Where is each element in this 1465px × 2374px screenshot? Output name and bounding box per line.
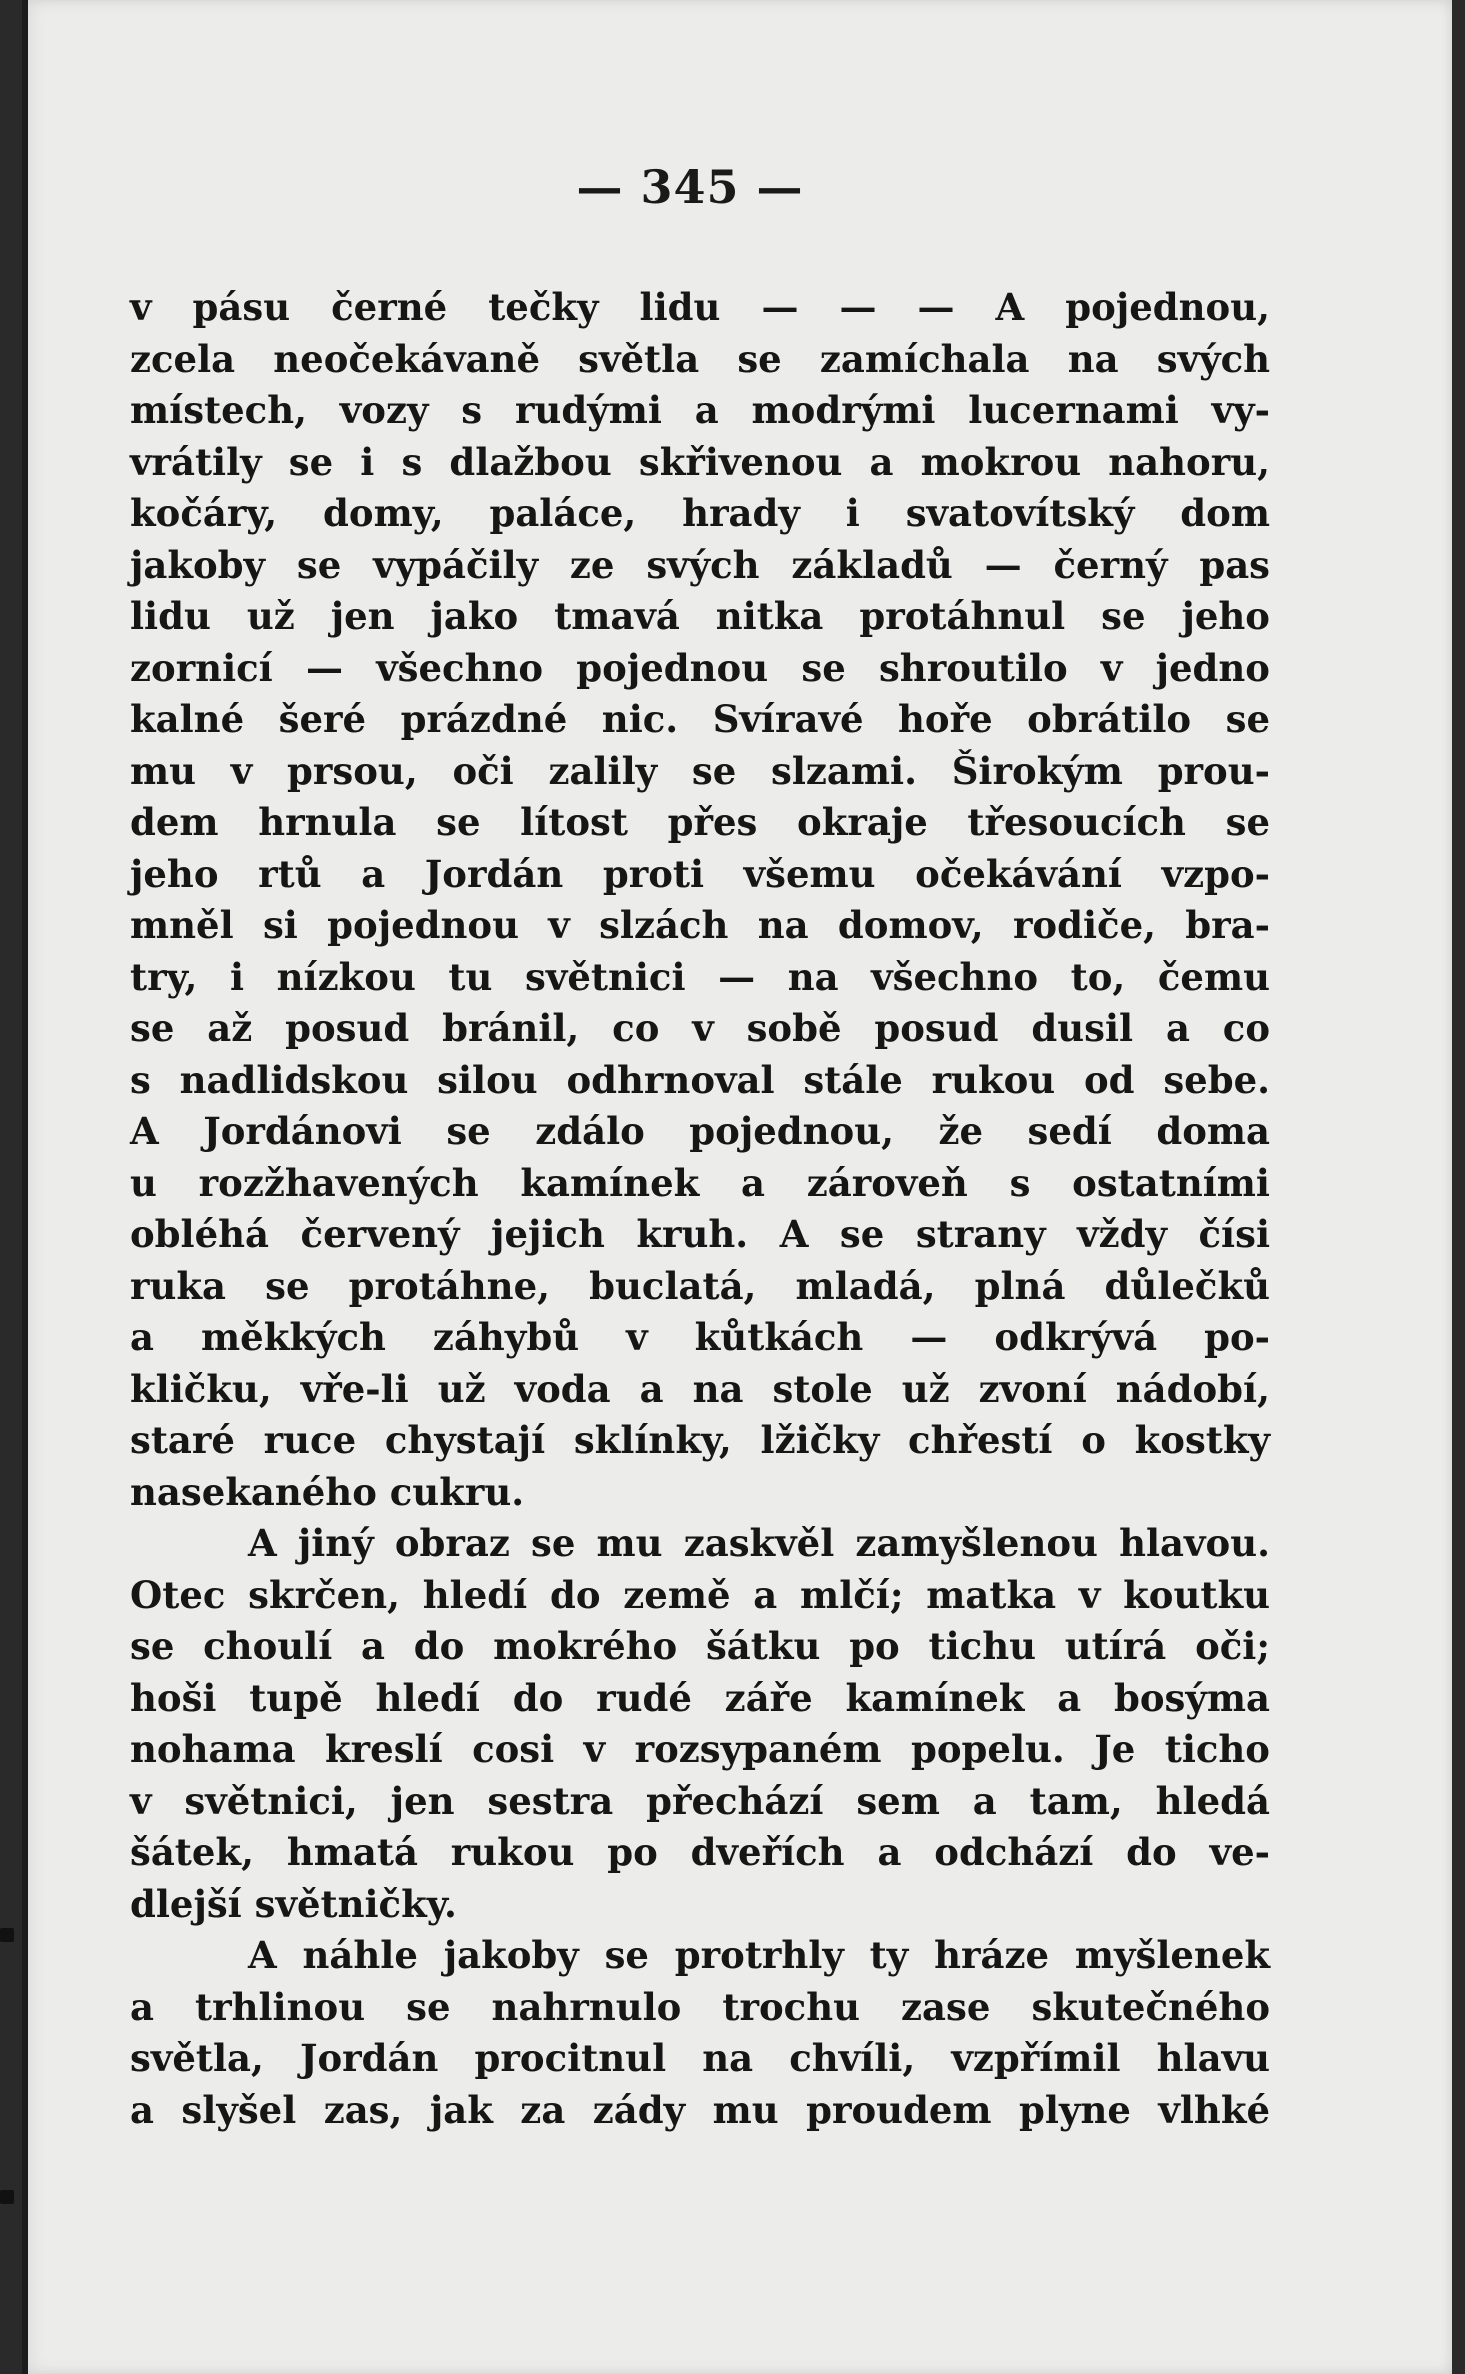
text-line: a měkkých záhybů v kůtkách — odkrývá po- [130, 1315, 1270, 1359]
text-line: A Jordánovi se zdálo pojednou, že sedí doma [130, 1109, 1270, 1153]
text-line: staré ruce chystají sklínky, lžičky chřestí o kostky [130, 1418, 1270, 1462]
text-line: Otec skrčen, hledí do země a mlčí; matka v koutku [130, 1572, 1270, 1617]
text-line: nasekaného cukru. [130, 1469, 525, 1514]
text-line: jakoby se vypáčily ze svých základů — černý pas [130, 542, 1270, 587]
text-line: kličku, vře-li už voda a na stole už zvoní nádobí, [130, 1366, 1270, 1411]
text-line: a slyšel zas, jak za zády mu proudem plyne vlhké [130, 2087, 1270, 2132]
text-line: a trhlinou se nahrnulo trochu zase skutečného [130, 1984, 1270, 2029]
binding-mark [0, 2190, 14, 2204]
text-line: s nadlidskou silou odhrnoval stále rukou od sebe. [130, 1057, 1270, 1102]
text-line: vrátily se i s dlažbou skřivenou a mokrou nahoru, [130, 439, 1270, 484]
text-line: mněl si pojednou v slzách na domov, rodiče, bra- [130, 903, 1270, 947]
text-line: dlejší světničky. [130, 1881, 457, 1926]
text-line: zornicí — všechno pojednou se shroutilo v jedno [130, 645, 1270, 690]
text-line: lidu už jen jako tmavá nitka protáhnul se jeho [130, 594, 1270, 638]
page-number: — 345 — [576, 160, 804, 214]
text-line: místech, vozy s rudými a modrými lucernami vy- [130, 388, 1270, 432]
text-line: try, i nízkou tu světnici — na všechno to, čemu [130, 954, 1270, 999]
binding-mark [0, 1928, 14, 1942]
text-line: hoši tupě hledí do rudé záře kamínek a bosýma [130, 1675, 1270, 1720]
text-line: v světnici, jen sestra přechází sem a tam, hledá [130, 1778, 1270, 1823]
text-line: dem hrnula se lítost přes okraje třesoucích se [130, 800, 1270, 844]
body-text [130, 282, 1270, 2136]
text-line: jeho rtů a Jordán proti všemu očekávání vzpo- [130, 851, 1270, 896]
text-line: světla, Jordán procitnul na chvíli, vzpřímil hlavu [130, 2036, 1270, 2080]
text-line: v pásu černé tečky lidu — — — A pojednou, [130, 285, 1270, 329]
text-line: zcela neočekávaně světla se zamíchala na svých [130, 336, 1270, 381]
text-line: nohama kreslí cosi v rozsypaném popelu. Je ticho [130, 1727, 1270, 1771]
text-line: mu v prsou, oči zalily se slzami. Širokým prou- [130, 748, 1270, 793]
text-line: šátek, hmatá rukou po dveřích a odchází do ve- [130, 1830, 1270, 1874]
text-line: u rozžhavených kamínek a zároveň s ostatními [130, 1160, 1270, 1205]
text-line: kočáry, domy, paláce, hrady i svatovítský dom [130, 491, 1270, 535]
text-line: se až posud bránil, co v sobě posud dusil a co [130, 1006, 1270, 1050]
page-binding-edge [22, 0, 28, 2374]
text-line: obléhá červený jejich kruh. A se strany vždy čísi [130, 1212, 1270, 1256]
text-line: se choulí a do mokrého šátku po tichu utírá oči; [130, 1624, 1270, 1668]
text-line: A jiný obraz se mu zaskvěl zamyšlenou hlavou. [248, 1521, 1270, 1565]
text-line: kalné šeré prázdné nic. Svíravé hoře obrátilo se [130, 697, 1270, 741]
text-line: A náhle jakoby se protrhly ty hráze myšlenek [248, 1933, 1270, 1977]
text-line: ruka se protáhne, buclatá, mladá, plná důlečků [130, 1263, 1270, 1308]
